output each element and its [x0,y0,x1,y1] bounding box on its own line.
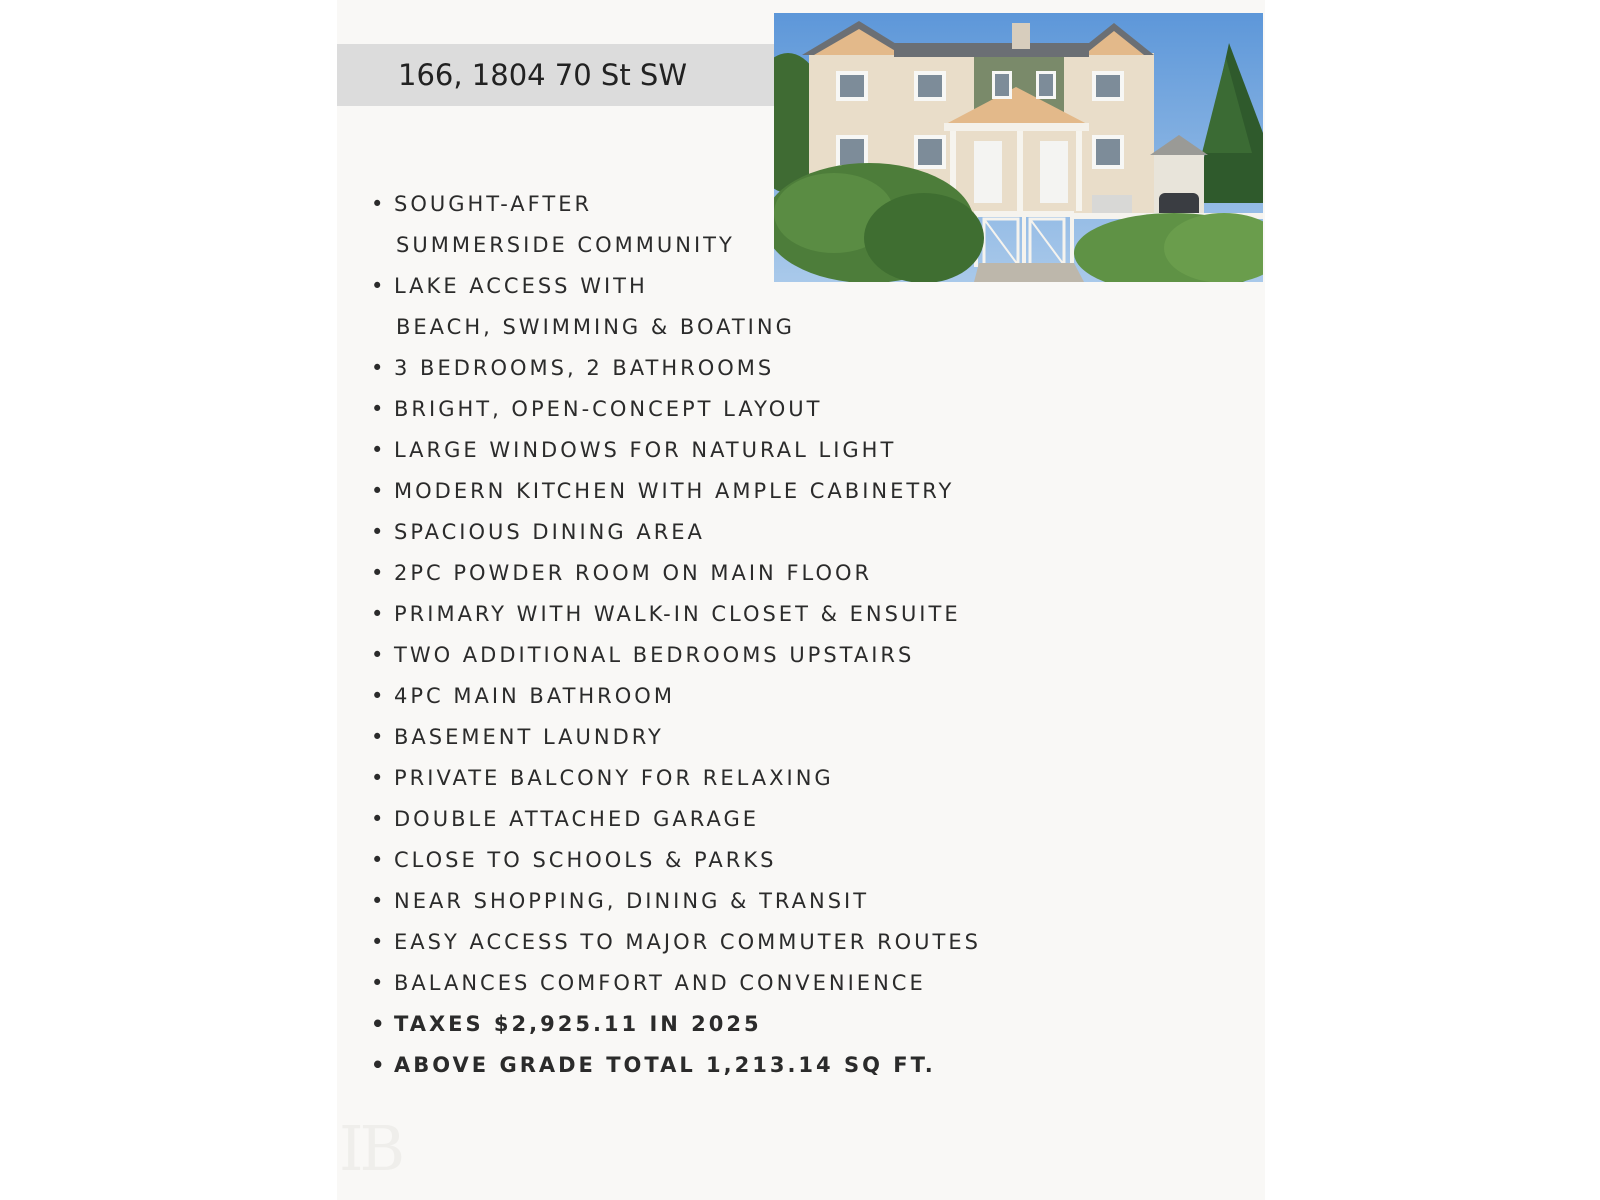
list-item [371,553,981,594]
bullet-marker: • [371,602,387,626]
list-item [371,430,981,471]
list-item [371,594,981,635]
bullet-marker: • [371,889,387,913]
list-item [371,963,981,1004]
feature-text: LAKE ACCESS WITH [394,274,648,298]
list-item [371,635,981,676]
bullet-marker: • [371,438,387,462]
feature-text: DOUBLE ATTACHED GARAGE [394,807,759,831]
list-item [371,266,981,348]
address-banner [337,44,774,106]
feature-text: BRIGHT, OPEN-CONCEPT LAYOUT [394,397,823,421]
list-item [371,799,981,840]
feature-text-continued: SUMMERSIDE COMMUNITY [396,233,735,257]
bullet-marker: • [371,561,387,585]
list-item [371,758,981,799]
list-item-area [371,1045,981,1086]
feature-text-continued: BEACH, SWIMMING & BOATING [396,315,795,339]
feature-text: BALANCES COMFORT AND CONVENIENCE [394,971,926,995]
bullet-marker: • [371,930,387,954]
feature-text: ABOVE GRADE TOTAL 1,213.14 SQ FT. [394,1053,936,1077]
bullet-marker: • [371,192,387,216]
feature-text: NEAR SHOPPING, DINING & TRANSIT [394,889,870,913]
listing-address: 166, 1804 70 St SW [398,58,688,92]
feature-text: 3 BEDROOMS, 2 BATHROOMS [394,356,775,380]
bullet-marker: • [371,725,387,749]
list-item [371,881,981,922]
feature-text: PRIVATE BALCONY FOR RELAXING [394,766,834,790]
feature-text: TAXES $2,925.11 IN 2025 [394,1012,762,1036]
bullet-marker: • [371,274,387,298]
list-item [371,348,981,389]
watermark-logo: IB [339,1112,402,1185]
bullet-marker: • [371,848,387,872]
bullet-marker: • [371,766,387,790]
bullet-marker: • [371,1012,388,1036]
bullet-marker: • [371,643,387,667]
bullet-marker: • [371,807,387,831]
listing-sheet [337,0,1265,1200]
list-item-taxes [371,1004,981,1045]
list-item [371,389,981,430]
list-item [371,840,981,881]
feature-text: BASEMENT LAUNDRY [394,725,664,749]
list-item [371,512,981,553]
feature-text: PRIMARY WITH WALK-IN CLOSET & ENSUITE [394,602,961,626]
bullet-marker: • [371,356,387,380]
feature-list [371,184,981,1086]
bullet-marker: • [371,684,387,708]
feature-text: 2PC POWDER ROOM ON MAIN FLOOR [394,561,873,585]
list-item [371,717,981,758]
bullet-marker: • [371,479,387,503]
feature-text: EASY ACCESS TO MAJOR COMMUTER ROUTES [394,930,981,954]
bullet-marker: • [371,520,387,544]
bullet-marker: • [371,971,387,995]
feature-text: 4PC MAIN BATHROOM [394,684,675,708]
bullet-marker: • [371,1053,388,1077]
feature-text: SOUGHT-AFTER [394,192,593,216]
list-item [371,471,981,512]
feature-text: CLOSE TO SCHOOLS & PARKS [394,848,777,872]
list-item [371,676,981,717]
list-item [371,922,981,963]
feature-text: MODERN KITCHEN WITH AMPLE CABINETRY [394,479,955,503]
list-item [371,184,981,266]
bullet-marker: • [371,397,387,421]
feature-text: TWO ADDITIONAL BEDROOMS UPSTAIRS [394,643,915,667]
feature-text: SPACIOUS DINING AREA [394,520,705,544]
feature-text: LARGE WINDOWS FOR NATURAL LIGHT [394,438,897,462]
